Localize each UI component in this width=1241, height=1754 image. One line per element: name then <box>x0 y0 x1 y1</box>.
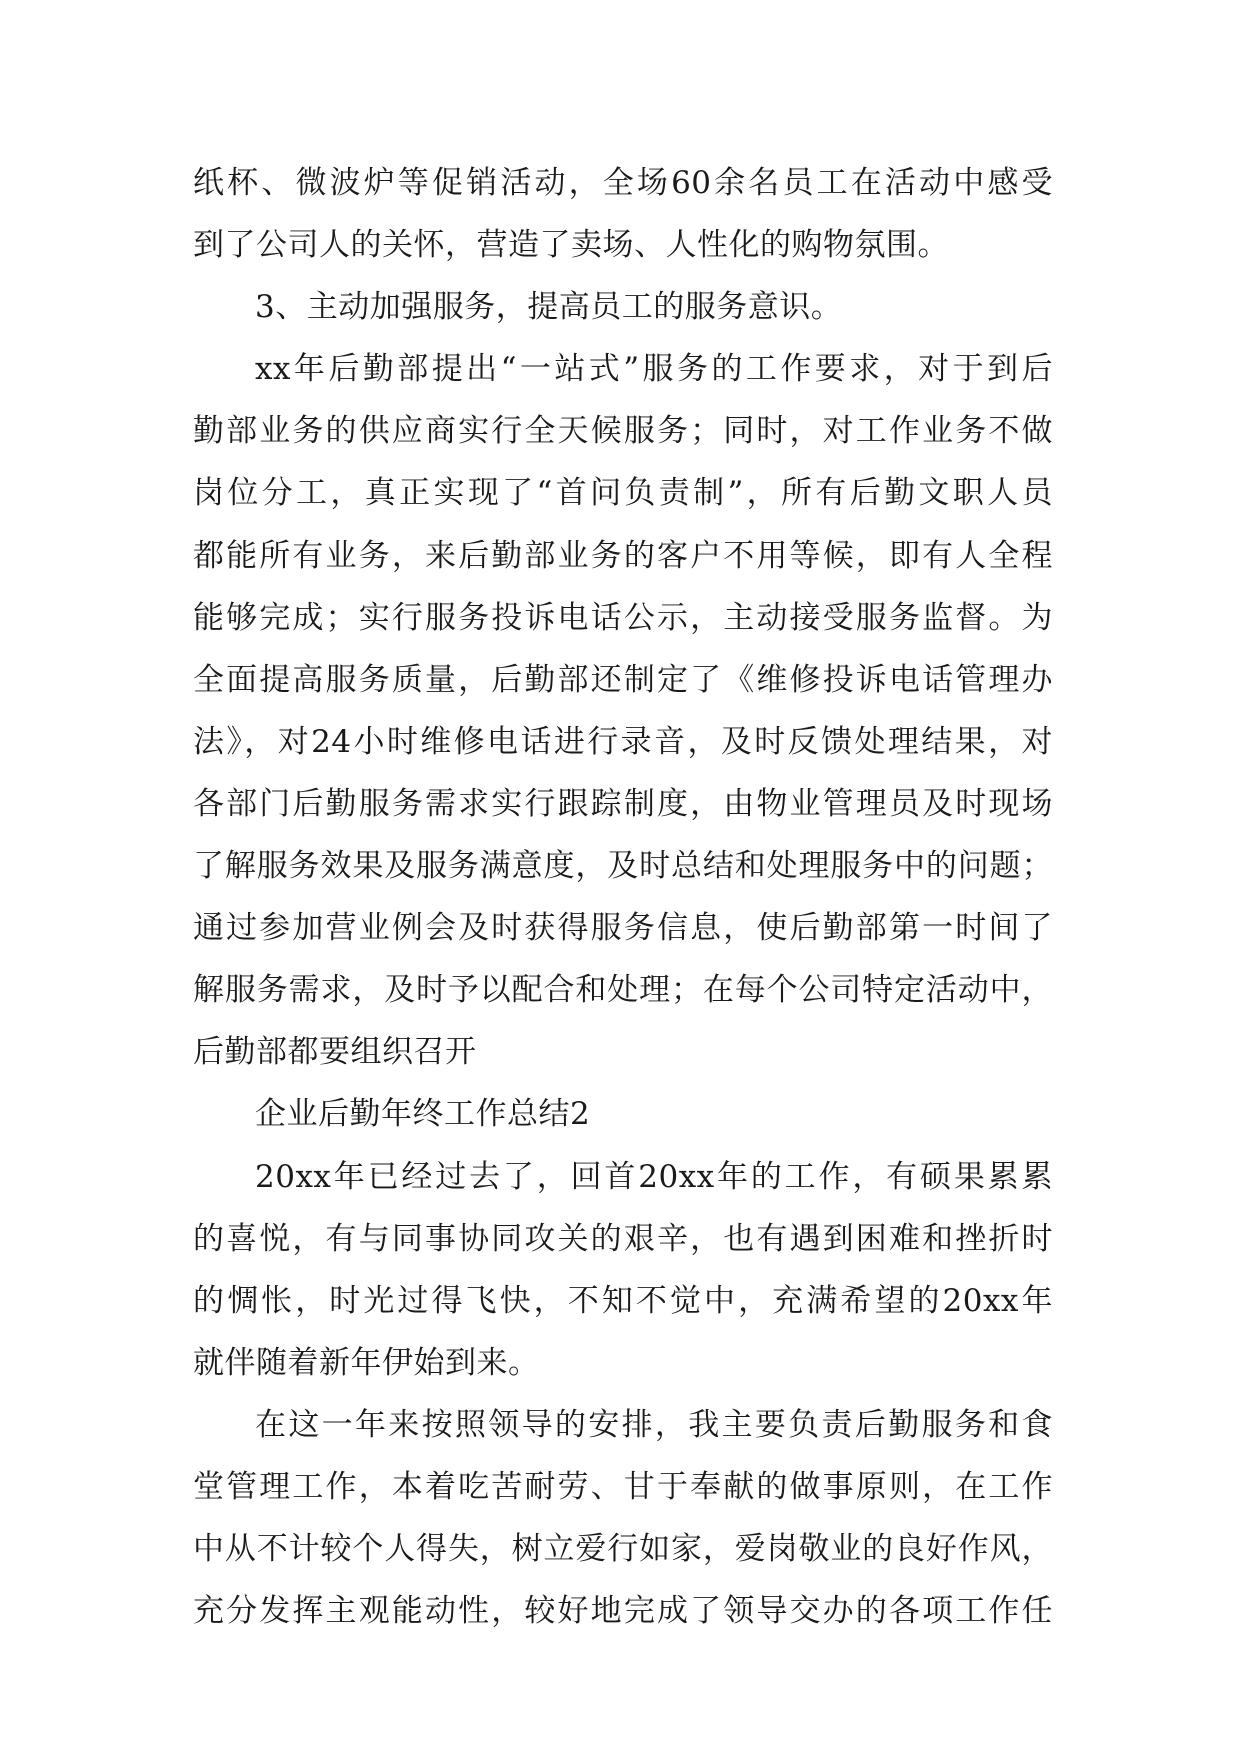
text-line: 通过参加营业例会及时获得服务信息，使后勤部第一时间了 <box>193 910 1053 947</box>
text-line: 充分发挥主观能动性，较好地完成了领导交办的各项工作任 <box>193 1593 1053 1630</box>
paragraph-first-line: xx年后勤部提出“一站式”服务的工作要求，对于到后 <box>255 351 1053 388</box>
document-body <box>193 152 1053 1642</box>
document-title: 企业后勤年终工作总结2 <box>255 1096 591 1133</box>
text-line: 勤部业务的供应商实行全天候服务；同时，对工作业务不做 <box>193 413 1053 450</box>
text-line: 的喜悦，有与同事协同攻关的艰辛，也有遇到困难和挫折时 <box>193 1220 1053 1257</box>
text-line: 到了公司人的关怀，营造了卖场、人性化的购物氛围。 <box>193 227 949 264</box>
paragraph-first-line: 在这一年来按照领导的安排，我主要负责后勤服务和食 <box>255 1406 1053 1443</box>
text-line: 解服务需求，及时予以配合和处理；在每个公司特定活动中， <box>193 972 1053 1009</box>
text-line: 堂管理工作，本着吃苦耐劳、甘于奉献的做事原则，在工作 <box>193 1468 1053 1505</box>
text-line: 的惆怅，时光过得飞快，不知不觉中，充满希望的20xx年 <box>193 1282 1053 1319</box>
text-line: 能够完成；实行服务投诉电话公示，主动接受服务监督。为 <box>193 599 1053 636</box>
text-line: 法》，对24小时维修电话进行录音，及时反馈处理结果，对 <box>193 723 1053 760</box>
text-line: 中从不计较个人得失，树立爱行如家，爱岗敬业的良好作风， <box>193 1531 1053 1568</box>
text-line: 了解服务效果及服务满意度，及时总结和处理服务中的问题； <box>193 848 1053 885</box>
text-line: 后勤部都要组织召开 <box>193 1034 477 1071</box>
text-line: 全面提高服务质量，后勤部还制定了《维修投诉电话管理办 <box>193 661 1053 698</box>
text-line: 就伴随着新年伊始到来。 <box>193 1344 540 1381</box>
text-line: 都能所有业务，来后勤部业务的客户不用等候，即有人全程 <box>193 537 1053 574</box>
text-line: 各部门后勤服务需求实行跟踪制度，由物业管理员及时现场 <box>193 785 1053 822</box>
section-heading: 3、主动加强服务，提高员工的服务意识。 <box>255 289 843 326</box>
text-line: 纸杯、微波炉等促销活动，全场60余名员工在活动中感受 <box>193 165 1053 201</box>
paragraph-first-line: 20xx年已经过去了，回首20xx年的工作，有硕果累累 <box>255 1158 1053 1195</box>
text-line: 岗位分工，真正实现了“首问负责制”，所有后勤文职人员 <box>193 475 1053 512</box>
